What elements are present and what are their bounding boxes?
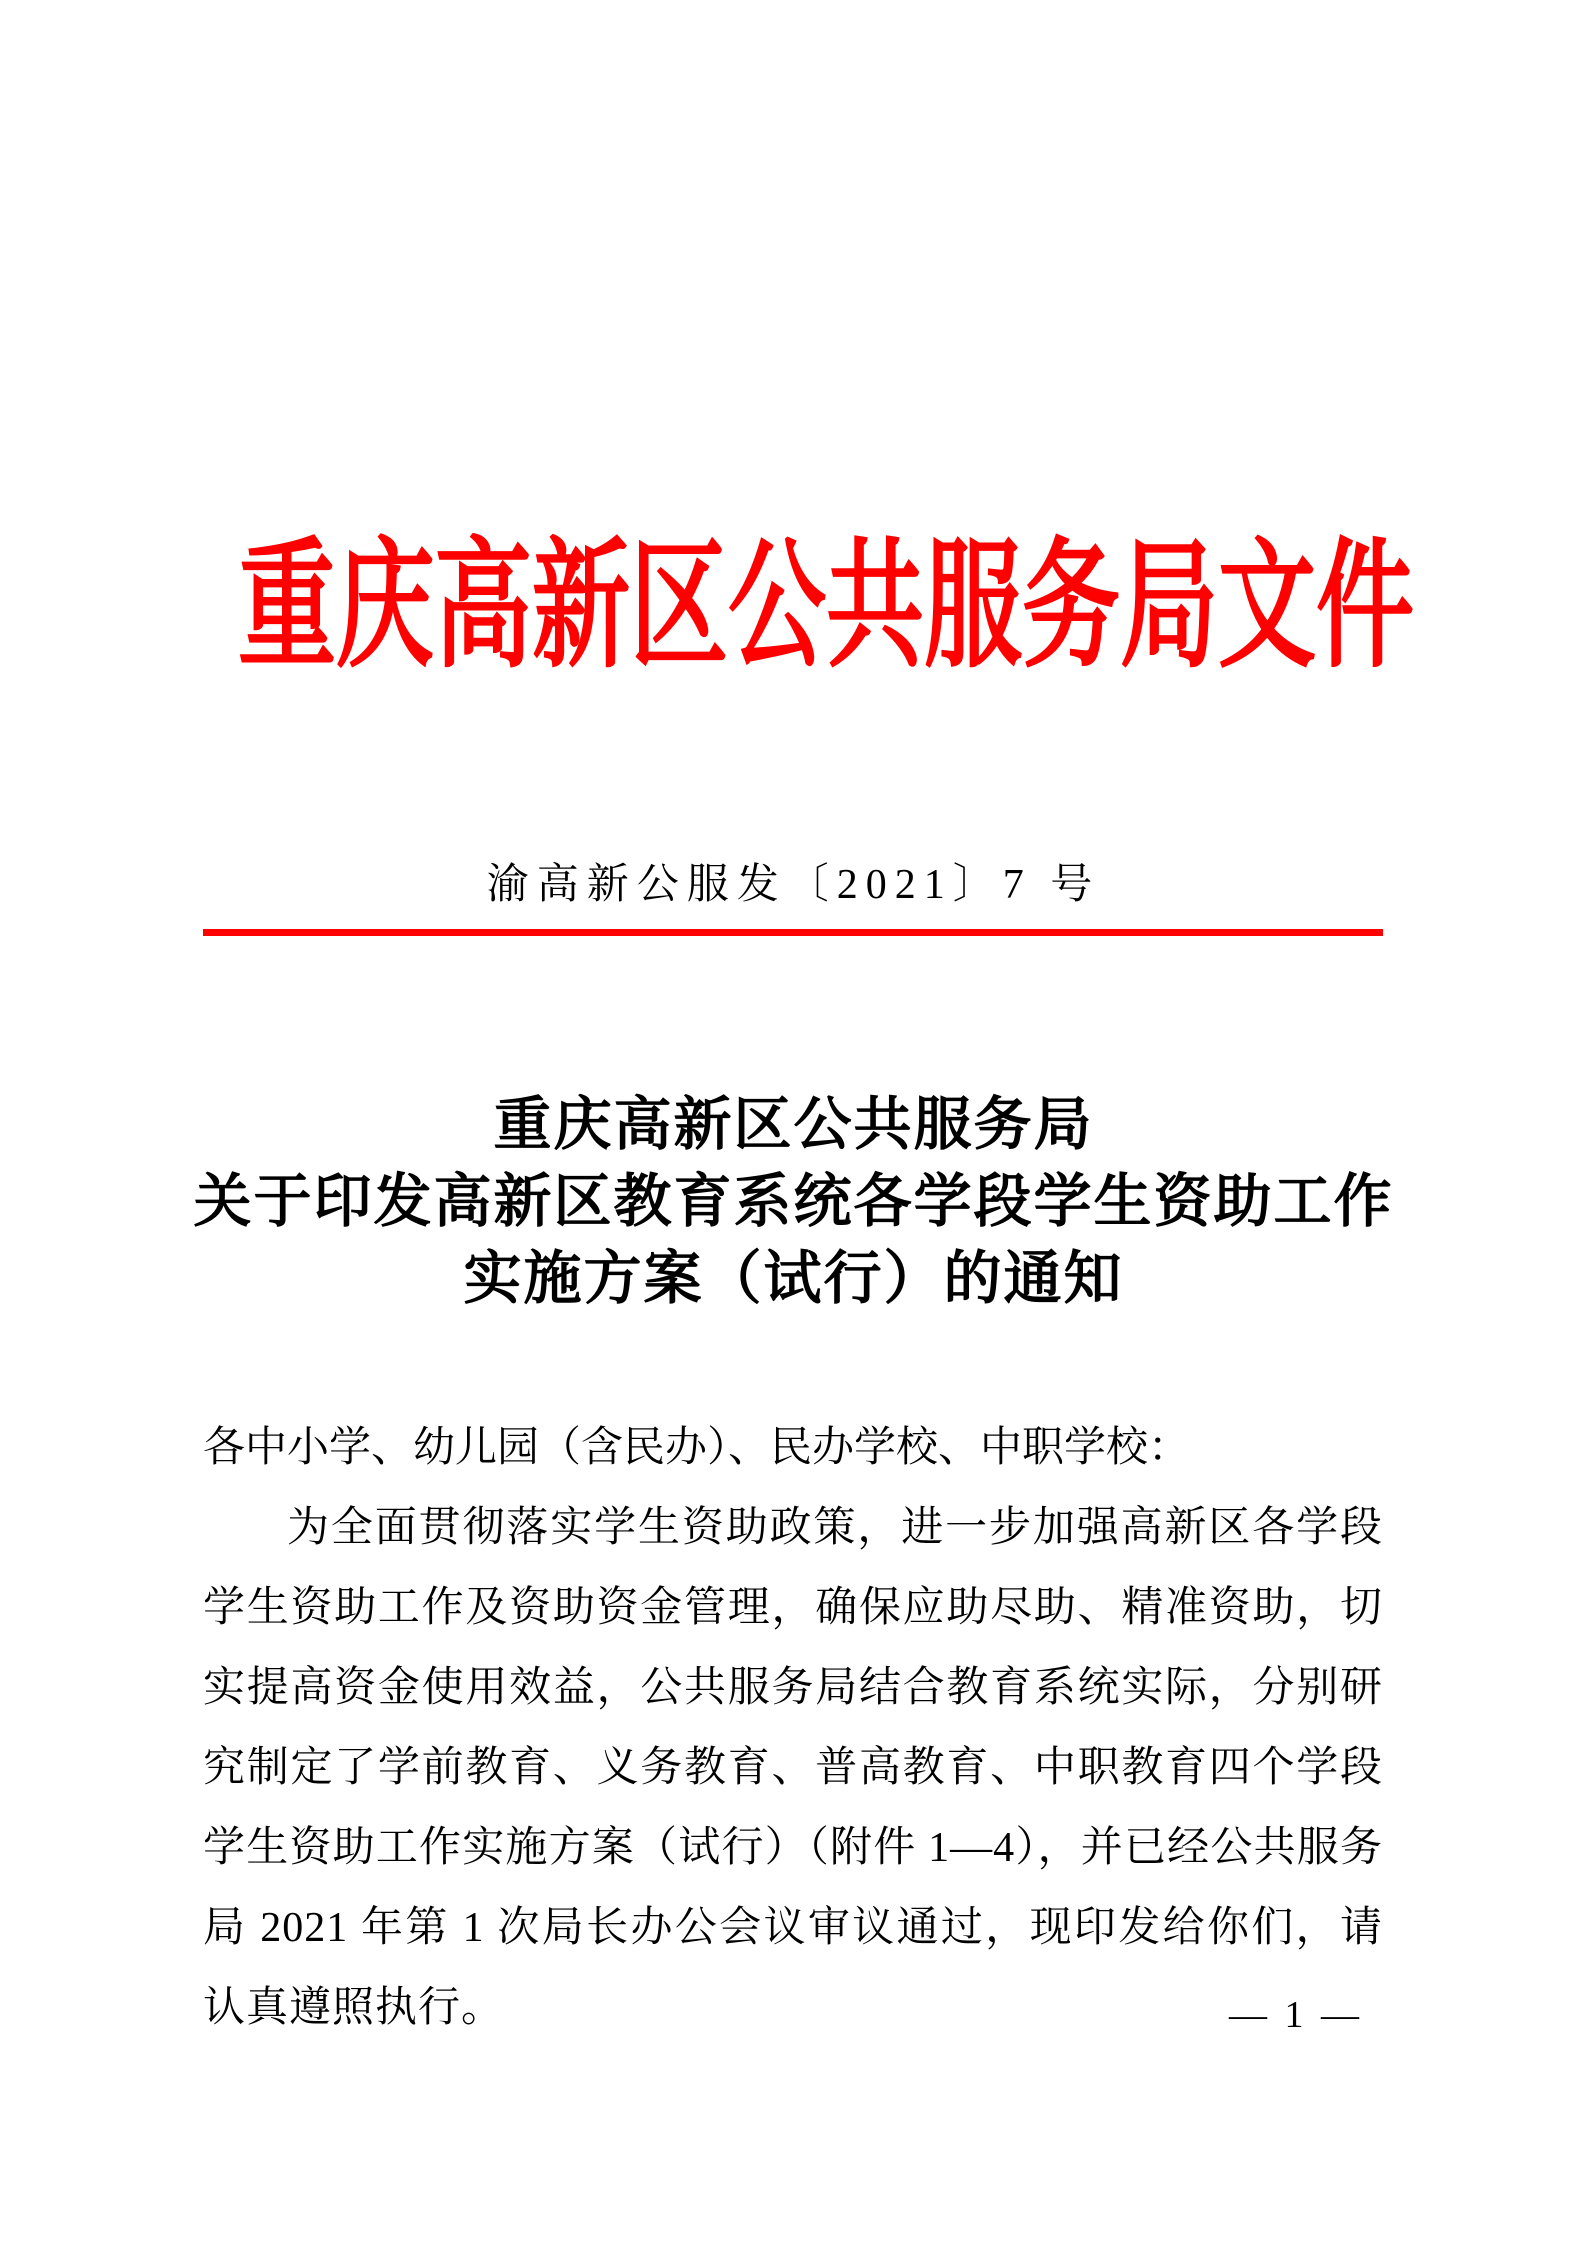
addressee-line: 各中小学、幼儿园（含民办）、民办学校、中职学校：: [203, 1425, 1191, 1471]
document-header-title: 重庆高新区公共服务局文件: [238, 530, 1415, 685]
notice-title-line-3: 实施方案（试行）的通知: [463, 1246, 1124, 1311]
notice-title-line-2: 关于印发高新区教育系统各学段学生资助工作: [193, 1169, 1394, 1234]
notice-title-line-1: 重庆高新区公共服务局: [493, 1092, 1094, 1157]
page-number: — 1 —: [1229, 1994, 1363, 2036]
body-paragraph: 为全面贯彻落实学生资助政策，进一步加强高新区各学段学生资助工作及资助资金管理，确保应助尽助、精准资助，切实提高资金使用效益，公共服务局结合教育系统实际，分别研究制定了学前教育、义务教育、普高教育、中职教育四个学段学生资助工作实施方案（试行）（附件 1—4），并已经公共服务局 2021 年第 1 次局长办公会议审议通过，现印发给你们，请认真遵照执行。: [203, 1505, 1383, 2031]
document-body: [203, 1408, 1383, 2048]
document-number: 渝高新公服发〔2021〕7 号: [486, 862, 1101, 908]
red-separator-line: [203, 929, 1383, 936]
notice-title: [0, 1086, 1587, 1317]
